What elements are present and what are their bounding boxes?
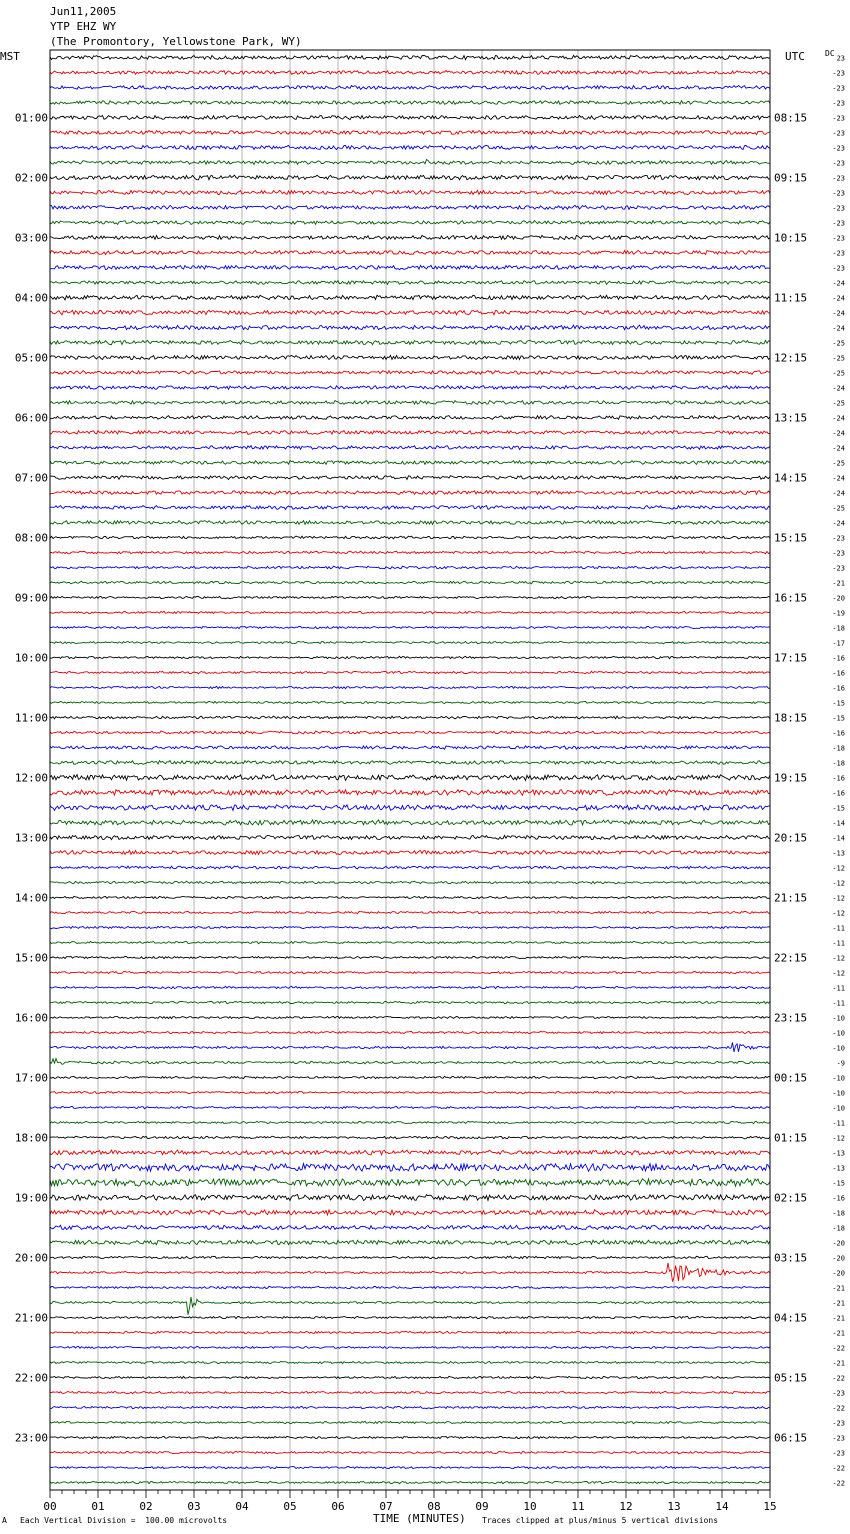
grid-lines bbox=[98, 50, 722, 1490]
dc-offset-label: -12 bbox=[832, 894, 845, 903]
trace-row-79 bbox=[50, 1240, 770, 1245]
dc-offset-label: -11 bbox=[832, 939, 845, 948]
dc-offset-label: -10 bbox=[832, 1104, 845, 1113]
dc-offset-label: -25 bbox=[832, 354, 845, 363]
dc-offset-label: -23 bbox=[832, 1449, 845, 1458]
x-tick-label: 02 bbox=[139, 1500, 153, 1513]
mst-hour-label: 20:00 bbox=[14, 1251, 48, 1265]
dc-offset-label: -23 bbox=[832, 189, 845, 198]
trace-row-64 bbox=[50, 1016, 770, 1018]
trace-row-90 bbox=[50, 1406, 770, 1408]
trace-row-54 bbox=[50, 866, 770, 869]
mst-hour-label: 04:00 bbox=[14, 291, 48, 305]
dc-offset-label: -11 bbox=[832, 1119, 845, 1128]
utc-hour-label: 04:15 bbox=[774, 1311, 808, 1325]
trace-row-95 bbox=[50, 1481, 770, 1483]
trace-row-67 bbox=[50, 1059, 770, 1065]
trace-row-47 bbox=[50, 761, 770, 765]
mst-hour-label: 19:00 bbox=[14, 1191, 48, 1205]
trace-row-60 bbox=[50, 956, 770, 958]
dc-offset-label: -20 bbox=[832, 594, 845, 603]
trace-row-88 bbox=[50, 1376, 770, 1378]
dc-offset-label: -23 bbox=[832, 84, 845, 93]
trace-row-68 bbox=[50, 1076, 770, 1078]
dc-offset-label: -19 bbox=[832, 609, 845, 618]
plot-date: Jun11,2005 bbox=[50, 5, 117, 18]
trace-row-85 bbox=[50, 1331, 770, 1333]
trace-row-57 bbox=[50, 911, 770, 913]
trace-row-13 bbox=[50, 250, 770, 254]
dc-offset-label: -23 bbox=[832, 69, 845, 78]
dc-offset-label: -24 bbox=[832, 279, 845, 288]
dc-offset-label: -21 bbox=[832, 1299, 845, 1308]
mst-hour-label: 02:00 bbox=[14, 171, 48, 185]
trace-row-25 bbox=[50, 431, 770, 435]
trace-row-69 bbox=[50, 1091, 770, 1093]
dc-offset-label: -13 bbox=[832, 1149, 845, 1158]
dc-offset-label: -12 bbox=[832, 954, 845, 963]
utc-hour-label: 09:15 bbox=[774, 171, 808, 185]
x-tick-label: 08 bbox=[427, 1500, 441, 1513]
dc-offset-label: -25 bbox=[832, 399, 845, 408]
mst-hour-label: 22:00 bbox=[14, 1371, 48, 1385]
trace-row-10 bbox=[50, 205, 770, 209]
dc-label: DC bbox=[825, 49, 835, 58]
utc-hour-label: 17:15 bbox=[774, 651, 808, 665]
dc-offset-label: -24 bbox=[832, 489, 845, 498]
dc-offset-label: -16 bbox=[832, 654, 845, 663]
trace-row-42 bbox=[50, 686, 770, 688]
x-tick-label: 09 bbox=[475, 1500, 489, 1513]
dc-offset-label: -21 bbox=[832, 1329, 845, 1338]
dc-offset-label: -23 bbox=[832, 564, 845, 573]
trace-row-27 bbox=[50, 461, 770, 465]
utc-hour-label: 03:15 bbox=[774, 1251, 808, 1265]
dc-offset-label: -12 bbox=[832, 1134, 845, 1143]
mst-hour-label: 18:00 bbox=[14, 1131, 48, 1145]
utc-hour-label: 13:15 bbox=[774, 411, 808, 425]
x-tick-label: 10 bbox=[523, 1500, 537, 1513]
x-tick-label: 00 bbox=[43, 1500, 57, 1513]
trace-row-78 bbox=[50, 1225, 770, 1230]
trace-row-51 bbox=[50, 820, 770, 825]
x-tick-label: 03 bbox=[187, 1500, 201, 1513]
trace-row-23 bbox=[50, 401, 770, 405]
dc-offset-label: -20 bbox=[832, 1254, 845, 1263]
dc-offset-label: 23 bbox=[836, 54, 845, 63]
trace-row-82 bbox=[50, 1286, 770, 1288]
dc-offset-label: -22 bbox=[832, 1479, 845, 1488]
trace-row-6 bbox=[50, 145, 770, 149]
trace-row-40 bbox=[50, 656, 770, 658]
trace-row-5 bbox=[50, 131, 770, 135]
dc-offset-label: -9 bbox=[836, 1059, 845, 1068]
trace-row-72 bbox=[50, 1136, 770, 1139]
dc-offset-label: -16 bbox=[832, 684, 845, 693]
dc-offset-label: -23 bbox=[832, 534, 845, 543]
plot-frame bbox=[50, 50, 770, 1490]
trace-row-11 bbox=[50, 221, 770, 225]
mst-hour-label: 09:00 bbox=[14, 591, 48, 605]
x-tick-label: 11 bbox=[571, 1500, 585, 1513]
dc-offset-label: -25 bbox=[832, 369, 845, 378]
trace-row-9 bbox=[50, 190, 770, 194]
dc-offset-label: -21 bbox=[832, 579, 845, 588]
trace-row-21 bbox=[50, 371, 770, 375]
dc-offset-label: -11 bbox=[832, 924, 845, 933]
utc-hour-label: 01:15 bbox=[774, 1131, 808, 1145]
trace-row-83 bbox=[50, 1297, 770, 1315]
trace-row-8 bbox=[50, 175, 770, 180]
mst-hour-label: 05:00 bbox=[14, 351, 48, 365]
dc-offset-label: -14 bbox=[832, 819, 845, 828]
dc-offset-label: -23 bbox=[832, 249, 845, 258]
trace-row-44 bbox=[50, 716, 770, 719]
trace-row-35 bbox=[50, 581, 770, 584]
x-tick-label: 04 bbox=[235, 1500, 249, 1513]
dc-offset-label: -23 bbox=[832, 264, 845, 273]
trace-row-74 bbox=[50, 1164, 770, 1172]
trace-row-28 bbox=[50, 476, 770, 480]
dc-offset-label: -10 bbox=[832, 1089, 845, 1098]
trace-row-41 bbox=[50, 671, 770, 673]
trace-row-56 bbox=[50, 896, 770, 898]
trace-row-84 bbox=[50, 1316, 770, 1318]
mst-hour-label: 11:00 bbox=[14, 711, 48, 725]
x-tick-label: 14 bbox=[715, 1500, 729, 1513]
right-timezone-label: UTC bbox=[785, 50, 805, 63]
mst-hour-label: 16:00 bbox=[14, 1011, 48, 1025]
trace-row-32 bbox=[50, 536, 770, 539]
time-axis bbox=[50, 1490, 770, 1498]
dc-offset-label: -12 bbox=[832, 864, 845, 873]
trace-row-22 bbox=[50, 386, 770, 390]
trace-row-16 bbox=[50, 295, 770, 300]
trace-row-55 bbox=[50, 881, 770, 884]
mst-hour-label: 15:00 bbox=[14, 951, 48, 965]
trace-row-0 bbox=[50, 55, 770, 59]
dc-offset-label: -24 bbox=[832, 414, 845, 423]
corner-mark: A bbox=[2, 1516, 7, 1525]
utc-hour-label: 22:15 bbox=[774, 951, 808, 965]
trace-row-93 bbox=[50, 1451, 770, 1453]
trace-row-19 bbox=[50, 340, 770, 344]
seismic-traces bbox=[50, 55, 770, 1483]
utc-hour-label: 06:15 bbox=[774, 1431, 808, 1445]
scale-note: Each Vertical Division = 100.00 microvolts bbox=[20, 1516, 228, 1525]
trace-row-14 bbox=[50, 265, 770, 269]
trace-row-73 bbox=[50, 1150, 770, 1155]
dc-offset-label: -14 bbox=[832, 834, 845, 843]
x-tick-label: 05 bbox=[283, 1500, 297, 1513]
dc-offset-label: -18 bbox=[832, 624, 845, 633]
dc-offset-label: -15 bbox=[832, 699, 845, 708]
utc-hour-label: 12:15 bbox=[774, 351, 808, 365]
x-tick-label: 13 bbox=[667, 1500, 681, 1513]
mst-hour-label: 01:00 bbox=[14, 111, 48, 125]
trace-row-31 bbox=[50, 521, 770, 525]
utc-hour-label: 16:15 bbox=[774, 591, 808, 605]
dc-offset-label: -24 bbox=[832, 444, 845, 453]
dc-offset-label: -16 bbox=[832, 1194, 845, 1203]
trace-row-77 bbox=[50, 1210, 770, 1215]
utc-hour-label: 08:15 bbox=[774, 111, 808, 125]
trace-row-94 bbox=[50, 1466, 770, 1468]
dc-offset-label: -16 bbox=[832, 669, 845, 678]
dc-offset-label: -16 bbox=[832, 774, 845, 783]
utc-hour-label: 19:15 bbox=[774, 771, 808, 785]
trace-row-3 bbox=[50, 101, 770, 105]
mst-hour-label: 08:00 bbox=[14, 531, 48, 545]
dc-offset-label: -21 bbox=[832, 1314, 845, 1323]
trace-row-70 bbox=[50, 1106, 770, 1108]
trace-row-71 bbox=[50, 1121, 770, 1123]
utc-hour-label: 20:15 bbox=[774, 831, 808, 845]
dc-offset-label: -18 bbox=[832, 1209, 845, 1218]
trace-row-63 bbox=[50, 1001, 770, 1003]
trace-row-20 bbox=[50, 355, 770, 359]
trace-row-24 bbox=[50, 416, 770, 420]
dc-offset-label: -22 bbox=[832, 1464, 845, 1473]
trace-row-36 bbox=[50, 596, 770, 598]
utc-hour-label: 21:15 bbox=[774, 891, 808, 905]
mst-hour-labels bbox=[15, 112, 48, 1445]
dc-offset-label: -12 bbox=[832, 969, 845, 978]
dc-offset-label: -24 bbox=[832, 309, 845, 318]
dc-offset-label: -18 bbox=[832, 744, 845, 753]
trace-row-12 bbox=[50, 235, 770, 239]
dc-offset-label: -24 bbox=[832, 474, 845, 483]
dc-offset-label: -12 bbox=[832, 879, 845, 888]
dc-offset-label: -18 bbox=[832, 1224, 845, 1233]
trace-row-7 bbox=[50, 160, 770, 165]
trace-row-62 bbox=[50, 986, 770, 988]
dc-offset-label: -25 bbox=[832, 339, 845, 348]
x-tick-label: 01 bbox=[91, 1500, 105, 1513]
utc-hour-label: 11:15 bbox=[774, 291, 808, 305]
dc-offset-label: -23 bbox=[832, 219, 845, 228]
trace-row-38 bbox=[50, 626, 770, 628]
trace-row-86 bbox=[50, 1346, 770, 1348]
trace-row-80 bbox=[50, 1256, 770, 1259]
trace-row-4 bbox=[50, 115, 770, 119]
dc-offset-label: -11 bbox=[832, 999, 845, 1008]
trace-row-1 bbox=[50, 71, 770, 75]
trace-row-61 bbox=[50, 971, 770, 973]
trace-row-33 bbox=[50, 551, 770, 554]
trace-row-66 bbox=[50, 1043, 770, 1052]
mst-hour-label: 13:00 bbox=[14, 831, 48, 845]
dc-offset-label: -24 bbox=[832, 384, 845, 393]
dc-offset-label: -23 bbox=[832, 174, 845, 183]
dc-offset-label: -22 bbox=[832, 1404, 845, 1413]
utc-hour-label: 15:15 bbox=[774, 531, 808, 545]
trace-row-76 bbox=[50, 1195, 770, 1201]
dc-offset-label: -23 bbox=[832, 159, 845, 168]
mst-hour-label: 23:00 bbox=[14, 1431, 48, 1445]
dc-offset-label: -15 bbox=[832, 1179, 845, 1188]
trace-row-17 bbox=[50, 310, 770, 315]
trace-row-43 bbox=[50, 701, 770, 703]
trace-row-53 bbox=[50, 850, 770, 854]
trace-row-65 bbox=[50, 1031, 770, 1033]
dc-offset-label: -16 bbox=[832, 729, 845, 738]
trace-row-49 bbox=[50, 790, 770, 796]
trace-row-15 bbox=[50, 281, 770, 285]
dc-offset-label: -13 bbox=[832, 1164, 845, 1173]
dc-offset-label: -20 bbox=[832, 1239, 845, 1248]
trace-row-52 bbox=[50, 835, 770, 839]
trace-row-18 bbox=[50, 325, 770, 330]
dc-offset-label: -15 bbox=[832, 714, 845, 723]
trace-row-89 bbox=[50, 1391, 770, 1393]
dc-offset-label: -23 bbox=[832, 114, 845, 123]
trace-row-30 bbox=[50, 506, 770, 510]
dc-offset-label: -23 bbox=[832, 144, 845, 153]
dc-offset-label: -24 bbox=[832, 429, 845, 438]
clip-note: Traces clipped at plus/minus 5 vertical divisions bbox=[482, 1516, 719, 1525]
x-tick-label: 07 bbox=[379, 1500, 393, 1513]
dc-offset-label: -23 bbox=[832, 204, 845, 213]
dc-offset-label: -10 bbox=[832, 1074, 845, 1083]
dc-offset-label: -21 bbox=[832, 1359, 845, 1368]
dc-offset-label: -18 bbox=[832, 759, 845, 768]
dc-offset-label: -16 bbox=[832, 789, 845, 798]
mst-hour-label: 21:00 bbox=[14, 1311, 48, 1325]
trace-row-37 bbox=[50, 611, 770, 613]
trace-row-58 bbox=[50, 926, 770, 928]
trace-row-81 bbox=[50, 1263, 770, 1282]
dc-offset-label: -23 bbox=[832, 1434, 845, 1443]
trace-row-48 bbox=[50, 775, 770, 781]
trace-row-92 bbox=[50, 1436, 770, 1438]
dc-offset-label: -24 bbox=[832, 519, 845, 528]
utc-hour-labels bbox=[774, 112, 807, 1445]
dc-offset-label: -22 bbox=[832, 1344, 845, 1353]
dc-offset-label: -25 bbox=[832, 504, 845, 513]
dc-offset-label: -22 bbox=[832, 1374, 845, 1383]
dc-offset-label: -23 bbox=[832, 549, 845, 558]
dc-offset-label: -17 bbox=[832, 639, 845, 648]
dc-offset-label: -10 bbox=[832, 1014, 845, 1023]
plot-station: YTP EHZ WY bbox=[50, 20, 117, 33]
x-tick-label: 15 bbox=[763, 1500, 777, 1513]
dc-offset-label: -23 bbox=[832, 1389, 845, 1398]
dc-offset-label: -23 bbox=[832, 99, 845, 108]
utc-hour-label: 18:15 bbox=[774, 711, 808, 725]
dc-offset-label: -23 bbox=[832, 129, 845, 138]
mst-hour-label: 14:00 bbox=[14, 891, 48, 905]
dc-offset-label: -23 bbox=[832, 1419, 845, 1428]
trace-row-87 bbox=[50, 1361, 770, 1363]
dc-offset-label: -24 bbox=[832, 324, 845, 333]
dc-offset-label: -21 bbox=[832, 1284, 845, 1293]
utc-hour-label: 00:15 bbox=[774, 1071, 808, 1085]
dc-offset-label: -25 bbox=[832, 459, 845, 468]
trace-row-39 bbox=[50, 641, 770, 643]
utc-hour-label: 10:15 bbox=[774, 231, 808, 245]
plot-location: (The Promontory, Yellowstone Park, WY) bbox=[50, 35, 302, 48]
mst-hour-label: 07:00 bbox=[14, 471, 48, 485]
utc-hour-label: 05:15 bbox=[774, 1371, 808, 1385]
mst-hour-label: 03:00 bbox=[14, 231, 48, 245]
mst-hour-label: 10:00 bbox=[14, 651, 48, 665]
trace-row-45 bbox=[50, 731, 770, 734]
mst-hour-label: 06:00 bbox=[14, 411, 48, 425]
dc-offset-labels bbox=[832, 55, 845, 1488]
left-timezone-label: MST bbox=[0, 50, 20, 63]
utc-hour-label: 14:15 bbox=[774, 471, 808, 485]
dc-offset-label: -10 bbox=[832, 1029, 845, 1038]
dc-offset-label: -13 bbox=[832, 849, 845, 858]
trace-row-46 bbox=[50, 746, 770, 749]
dc-offset-label: -20 bbox=[832, 1269, 845, 1278]
trace-row-29 bbox=[50, 491, 770, 495]
dc-offset-label: -11 bbox=[832, 984, 845, 993]
dc-offset-label: -15 bbox=[832, 804, 845, 813]
trace-row-2 bbox=[50, 86, 770, 90]
trace-row-34 bbox=[50, 566, 770, 569]
x-tick-label: 12 bbox=[619, 1500, 633, 1513]
dc-offset-label: -10 bbox=[832, 1044, 845, 1053]
dc-offset-label: -12 bbox=[832, 909, 845, 918]
dc-offset-label: -24 bbox=[832, 294, 845, 303]
trace-row-50 bbox=[50, 805, 770, 811]
x-axis-title: TIME (MINUTES) bbox=[373, 1512, 466, 1525]
trace-row-75 bbox=[50, 1179, 770, 1187]
trace-row-91 bbox=[50, 1421, 770, 1423]
utc-hour-label: 02:15 bbox=[774, 1191, 808, 1205]
trace-row-59 bbox=[50, 941, 770, 943]
trace-row-26 bbox=[50, 446, 770, 450]
x-tick-label: 06 bbox=[331, 1500, 345, 1513]
utc-hour-label: 23:15 bbox=[774, 1011, 808, 1025]
mst-hour-label: 17:00 bbox=[14, 1071, 48, 1085]
dc-offset-label: -23 bbox=[832, 234, 845, 243]
mst-hour-label: 12:00 bbox=[14, 771, 48, 785]
